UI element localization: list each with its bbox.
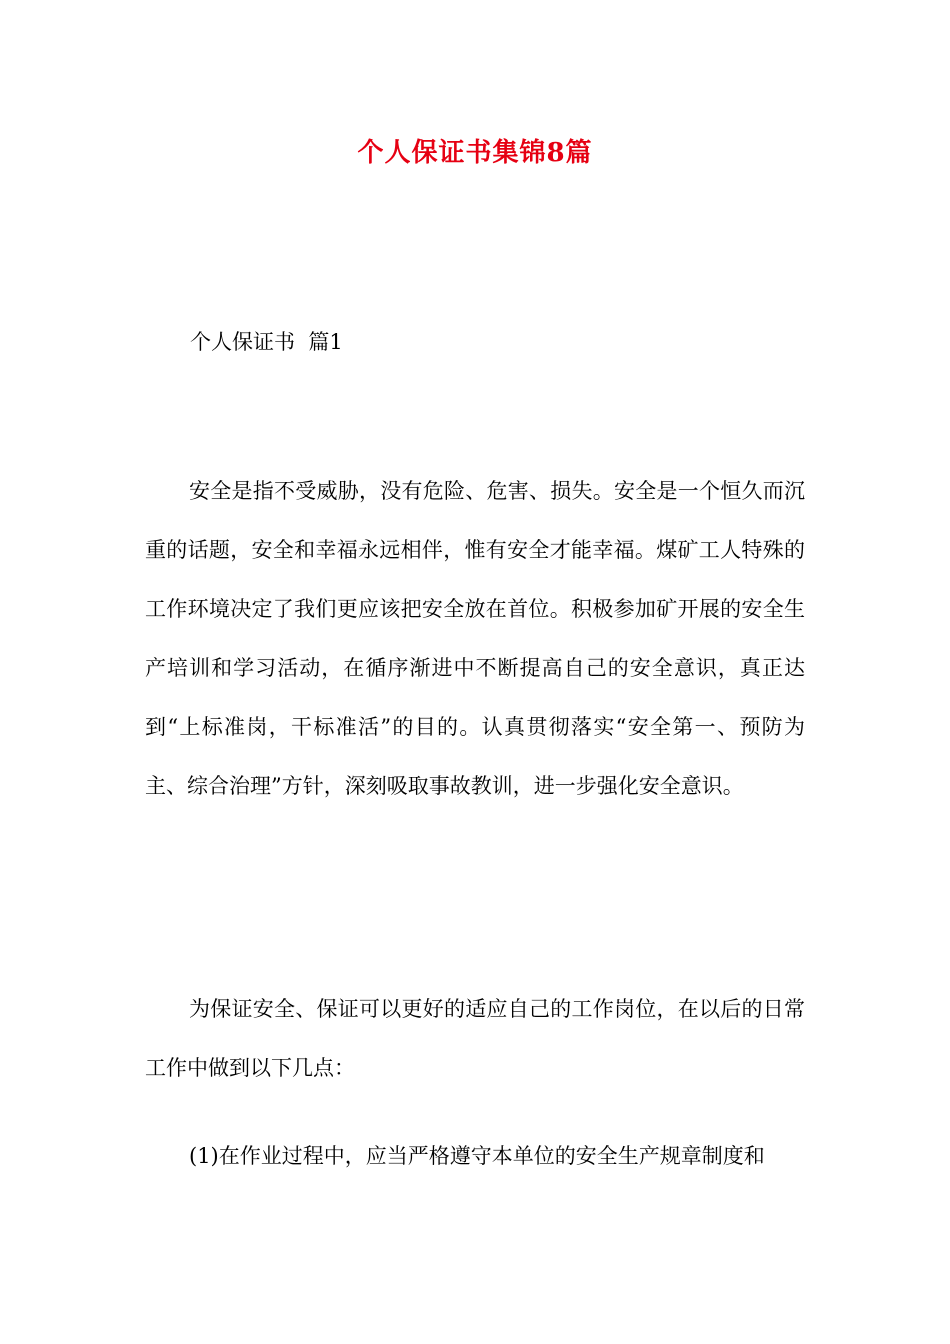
body-paragraph-1: 安全是指不受威胁，没有危险、危害、损失。安全是一个恒久而沉重的话题，安全和幸福永远相伴，惟有安全才能幸福。煤矿工人特殊的工作环境决定了我们更应该把安全放在首位。积极参加矿开展的安全生产培训和学习活动，在循序渐进中不断提高自己的安全意识，真正达到“上标准岗，干标准活”的目的。认真贯彻落实“安全第一、预防为主、综合治理”方针，深刻吸取事故教训，进一步强化安全意识。 <box>145 479 805 798</box>
body-paragraph-2: 为保证安全、保证可以更好的适应自己的工作岗位，在以后的日常工作中做到以下几点： <box>145 997 805 1080</box>
body-paragraph-3: (1)在作业过程中，应当严格遵守本单位的安全生产规章制度和 <box>189 1144 765 1168</box>
section-heading: 个人保证书 篇1 <box>190 330 343 354</box>
document-title: 个人保证书集锦8篇 <box>357 138 593 168</box>
